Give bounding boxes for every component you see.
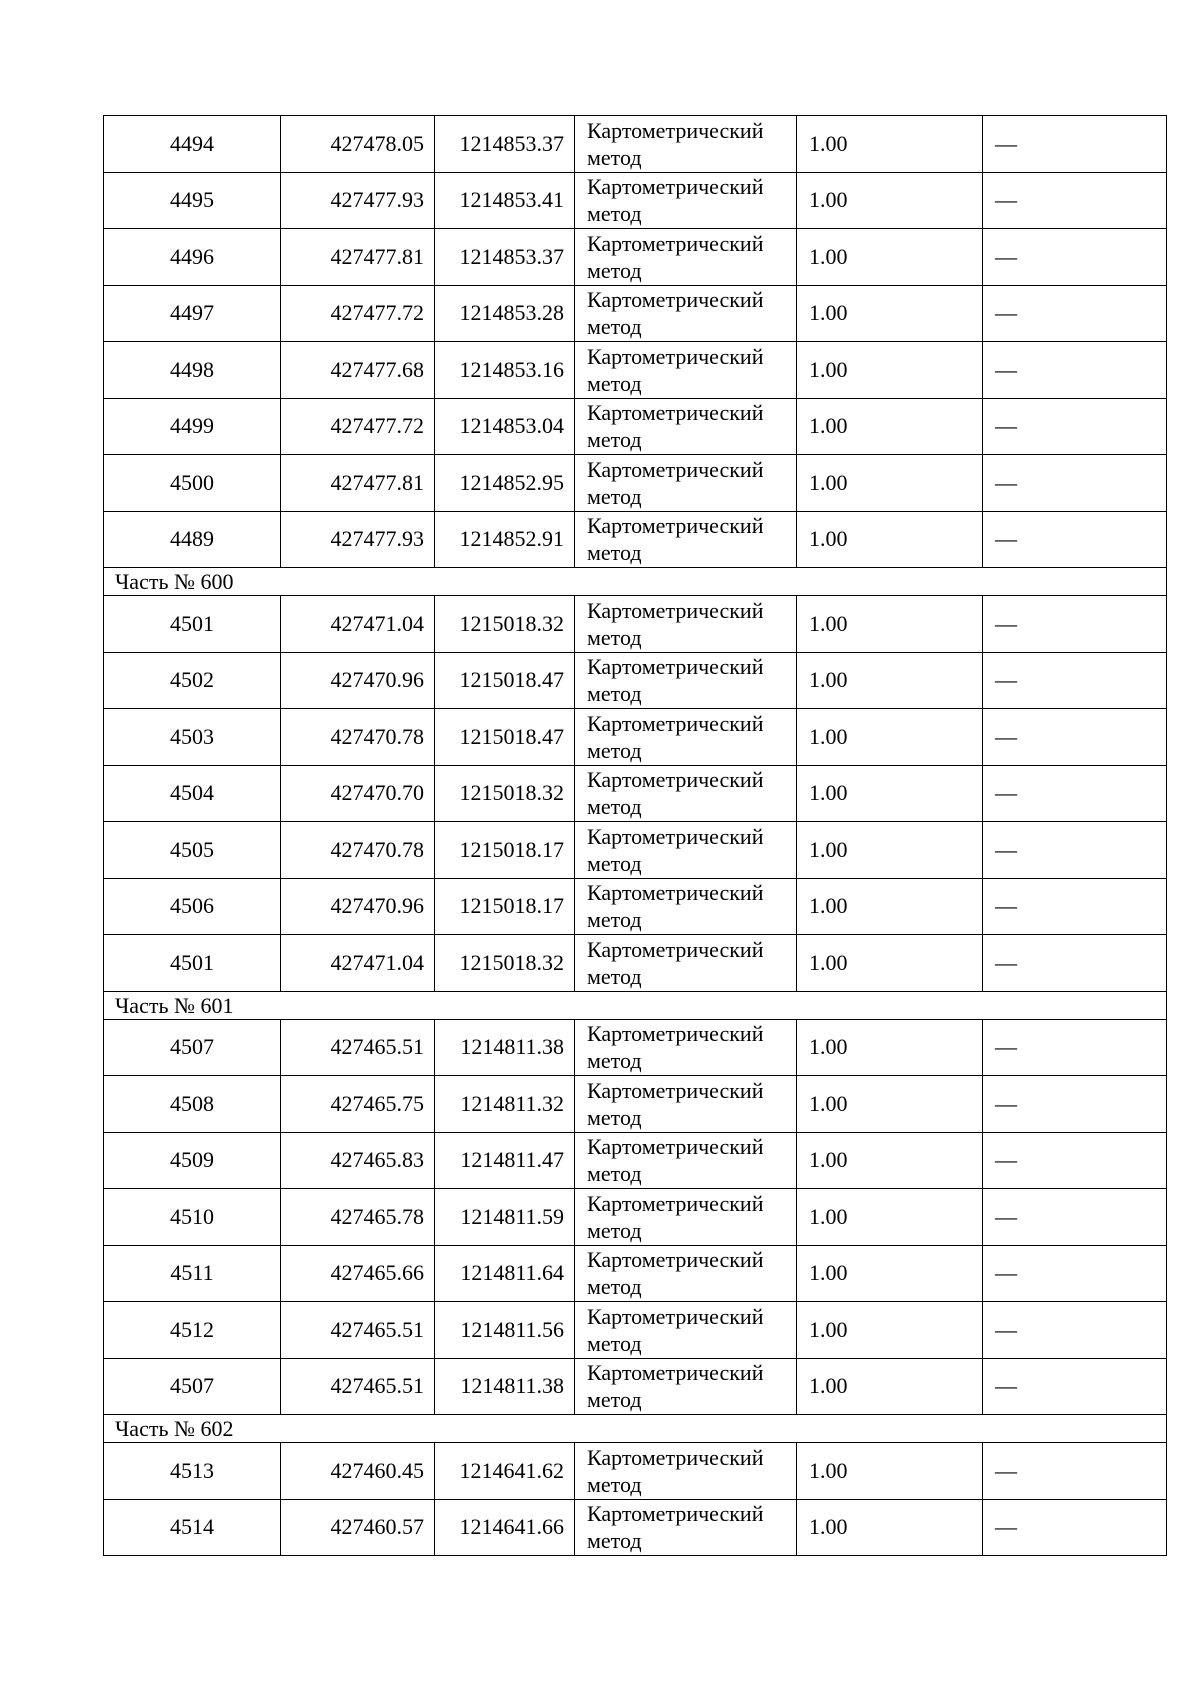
- method-cell: [575, 285, 797, 342]
- accuracy-cell: 1.00: [797, 652, 983, 709]
- accuracy-cell: 1.00: [797, 765, 983, 822]
- x-coordinate-cell: 427465.75: [281, 1076, 435, 1133]
- method-line-2: метод: [587, 427, 642, 453]
- x-coordinate-cell: 427470.78: [281, 709, 435, 766]
- description-cell: —: [983, 878, 1167, 935]
- x-coordinate-cell: 427477.81: [281, 455, 435, 512]
- table-row: [104, 285, 1167, 342]
- part-label: Часть № 601: [104, 991, 1167, 1019]
- x-coordinate-cell: 427477.81: [281, 229, 435, 286]
- method-cell: [575, 1443, 797, 1500]
- y-coordinate-cell: 1214853.04: [435, 398, 575, 455]
- point-number-cell: 4495: [104, 172, 281, 229]
- method-line-1: Картометрический: [587, 1247, 764, 1273]
- y-coordinate-cell: 1214853.28: [435, 285, 575, 342]
- method-cell: [575, 1245, 797, 1302]
- y-coordinate-cell: 1214811.38: [435, 1358, 575, 1415]
- method-line-2: метод: [587, 907, 642, 933]
- part-header-row: [104, 568, 1167, 596]
- part-header-row: [104, 1415, 1167, 1443]
- x-coordinate-cell: 427465.51: [281, 1358, 435, 1415]
- method-line-1: Картометрический: [587, 880, 764, 906]
- table-row: [104, 1132, 1167, 1189]
- x-coordinate-cell: 427470.78: [281, 822, 435, 879]
- description-cell: —: [983, 1302, 1167, 1359]
- table-row: [104, 1302, 1167, 1359]
- method-line-2: метод: [587, 681, 642, 707]
- method-cell: [575, 709, 797, 766]
- y-coordinate-cell: 1215018.32: [435, 596, 575, 653]
- part-header-row: [104, 991, 1167, 1019]
- method-line-1: Картометрический: [587, 1303, 764, 1329]
- description-cell: —: [983, 596, 1167, 653]
- description-cell: —: [983, 1132, 1167, 1189]
- table-row: [104, 652, 1167, 709]
- method-line-2: метод: [587, 1274, 642, 1300]
- table-row: [104, 455, 1167, 512]
- point-number-cell: 4501: [104, 596, 281, 653]
- description-cell: —: [983, 765, 1167, 822]
- method-line-2: метод: [587, 483, 642, 509]
- accuracy-cell: 1.00: [797, 1302, 983, 1359]
- y-coordinate-cell: 1214853.41: [435, 172, 575, 229]
- description-cell: —: [983, 1019, 1167, 1076]
- description-cell: —: [983, 455, 1167, 512]
- accuracy-cell: 1.00: [797, 709, 983, 766]
- method-line-1: Картометрический: [587, 1021, 764, 1047]
- method-line-2: метод: [587, 1471, 642, 1497]
- accuracy-cell: 1.00: [797, 1019, 983, 1076]
- y-coordinate-cell: 1214811.59: [435, 1189, 575, 1246]
- x-coordinate-cell: 427465.83: [281, 1132, 435, 1189]
- table-row: [104, 1076, 1167, 1133]
- y-coordinate-cell: 1214811.32: [435, 1076, 575, 1133]
- description-cell: —: [983, 1076, 1167, 1133]
- description-cell: —: [983, 398, 1167, 455]
- table-row: [104, 935, 1167, 992]
- method-line-1: Картометрический: [587, 343, 764, 369]
- point-number-cell: 4501: [104, 935, 281, 992]
- description-cell: —: [983, 172, 1167, 229]
- method-line-1: Картометрический: [587, 174, 764, 200]
- table-row: [104, 1019, 1167, 1076]
- method-line-1: Картометрический: [587, 936, 764, 962]
- x-coordinate-cell: 427478.05: [281, 116, 435, 173]
- method-cell: [575, 1189, 797, 1246]
- point-number-cell: 4508: [104, 1076, 281, 1133]
- method-line-2: метод: [587, 1161, 642, 1187]
- method-line-1: Картометрический: [587, 1360, 764, 1386]
- method-cell: [575, 1019, 797, 1076]
- y-coordinate-cell: 1215018.32: [435, 765, 575, 822]
- y-coordinate-cell: 1214811.38: [435, 1019, 575, 1076]
- y-coordinate-cell: 1214811.56: [435, 1302, 575, 1359]
- method-cell: [575, 1302, 797, 1359]
- y-coordinate-cell: 1215018.17: [435, 878, 575, 935]
- method-cell: [575, 342, 797, 399]
- x-coordinate-cell: 427465.51: [281, 1019, 435, 1076]
- method-line-2: метод: [587, 1104, 642, 1130]
- x-coordinate-cell: 427460.57: [281, 1499, 435, 1556]
- description-cell: —: [983, 935, 1167, 992]
- description-cell: —: [983, 229, 1167, 286]
- method-cell: [575, 652, 797, 709]
- y-coordinate-cell: 1215018.47: [435, 709, 575, 766]
- description-cell: —: [983, 1189, 1167, 1246]
- table-row: [104, 172, 1167, 229]
- x-coordinate-cell: 427471.04: [281, 596, 435, 653]
- method-cell: [575, 765, 797, 822]
- method-line-2: метод: [587, 737, 642, 763]
- x-coordinate-cell: 427465.51: [281, 1302, 435, 1359]
- method-line-2: метод: [587, 370, 642, 396]
- method-cell: [575, 935, 797, 992]
- method-line-2: метод: [587, 794, 642, 820]
- method-line-2: метод: [587, 1387, 642, 1413]
- y-coordinate-cell: 1214853.37: [435, 116, 575, 173]
- description-cell: —: [983, 709, 1167, 766]
- method-line-1: Картометрический: [587, 710, 764, 736]
- table-row: [104, 765, 1167, 822]
- accuracy-cell: 1.00: [797, 1189, 983, 1246]
- accuracy-cell: 1.00: [797, 398, 983, 455]
- method-cell: [575, 1499, 797, 1556]
- method-line-2: метод: [587, 257, 642, 283]
- method-cell: [575, 398, 797, 455]
- table-row: [104, 596, 1167, 653]
- point-number-cell: 4514: [104, 1499, 281, 1556]
- description-cell: —: [983, 822, 1167, 879]
- y-coordinate-cell: 1214641.66: [435, 1499, 575, 1556]
- method-cell: [575, 596, 797, 653]
- description-cell: —: [983, 1245, 1167, 1302]
- y-coordinate-cell: 1215018.47: [435, 652, 575, 709]
- method-cell: [575, 455, 797, 512]
- method-line-1: Картометрический: [587, 230, 764, 256]
- point-number-cell: 4502: [104, 652, 281, 709]
- point-number-cell: 4511: [104, 1245, 281, 1302]
- method-cell: [575, 511, 797, 568]
- point-number-cell: 4513: [104, 1443, 281, 1500]
- table-row: [104, 1358, 1167, 1415]
- table-row: [104, 511, 1167, 568]
- method-line-1: Картометрический: [587, 1077, 764, 1103]
- part-label: Часть № 600: [104, 568, 1167, 596]
- y-coordinate-cell: 1214811.47: [435, 1132, 575, 1189]
- point-number-cell: 4507: [104, 1019, 281, 1076]
- table-row: [104, 1499, 1167, 1556]
- method-line-1: Картометрический: [587, 513, 764, 539]
- y-coordinate-cell: 1214852.95: [435, 455, 575, 512]
- description-cell: —: [983, 285, 1167, 342]
- accuracy-cell: 1.00: [797, 1245, 983, 1302]
- point-number-cell: 4505: [104, 822, 281, 879]
- point-number-cell: 4494: [104, 116, 281, 173]
- method-line-1: Картометрический: [587, 287, 764, 313]
- description-cell: —: [983, 342, 1167, 399]
- table-row: [104, 1245, 1167, 1302]
- table-body: [104, 116, 1167, 1556]
- y-coordinate-cell: 1214852.91: [435, 511, 575, 568]
- method-line-2: метод: [587, 1217, 642, 1243]
- y-coordinate-cell: 1214811.64: [435, 1245, 575, 1302]
- accuracy-cell: 1.00: [797, 342, 983, 399]
- method-line-2: метод: [587, 144, 642, 170]
- method-cell: [575, 822, 797, 879]
- point-number-cell: 4503: [104, 709, 281, 766]
- x-coordinate-cell: 427470.96: [281, 652, 435, 709]
- table-row: [104, 116, 1167, 173]
- accuracy-cell: 1.00: [797, 822, 983, 879]
- point-number-cell: 4496: [104, 229, 281, 286]
- method-cell: [575, 229, 797, 286]
- point-number-cell: 4500: [104, 455, 281, 512]
- x-coordinate-cell: 427470.96: [281, 878, 435, 935]
- y-coordinate-cell: 1214853.16: [435, 342, 575, 399]
- method-cell: [575, 878, 797, 935]
- method-line-2: метод: [587, 314, 642, 340]
- method-cell: [575, 1076, 797, 1133]
- accuracy-cell: 1.00: [797, 596, 983, 653]
- accuracy-cell: 1.00: [797, 878, 983, 935]
- table-row: [104, 229, 1167, 286]
- description-cell: —: [983, 1358, 1167, 1415]
- point-number-cell: 4509: [104, 1132, 281, 1189]
- point-number-cell: 4507: [104, 1358, 281, 1415]
- accuracy-cell: 1.00: [797, 172, 983, 229]
- method-line-2: метод: [587, 850, 642, 876]
- description-cell: —: [983, 511, 1167, 568]
- method-line-1: Картометрический: [587, 597, 764, 623]
- method-line-1: Картометрический: [587, 1444, 764, 1470]
- point-number-cell: 4510: [104, 1189, 281, 1246]
- x-coordinate-cell: 427477.72: [281, 285, 435, 342]
- point-number-cell: 4512: [104, 1302, 281, 1359]
- accuracy-cell: 1.00: [797, 229, 983, 286]
- y-coordinate-cell: 1214641.62: [435, 1443, 575, 1500]
- method-line-1: Картометрический: [587, 1134, 764, 1160]
- method-line-2: метод: [587, 963, 642, 989]
- table-row: [104, 1189, 1167, 1246]
- accuracy-cell: 1.00: [797, 285, 983, 342]
- method-line-2: метод: [587, 624, 642, 650]
- description-cell: —: [983, 1443, 1167, 1500]
- accuracy-cell: 1.00: [797, 1132, 983, 1189]
- method-line-1: Картометрический: [587, 117, 764, 143]
- description-cell: —: [983, 1499, 1167, 1556]
- table-row: [104, 878, 1167, 935]
- accuracy-cell: 1.00: [797, 1358, 983, 1415]
- coordinates-table: [103, 115, 1167, 1556]
- table-row: [104, 342, 1167, 399]
- x-coordinate-cell: 427477.72: [281, 398, 435, 455]
- method-line-2: метод: [587, 540, 642, 566]
- method-line-1: Картометрический: [587, 400, 764, 426]
- point-number-cell: 4497: [104, 285, 281, 342]
- x-coordinate-cell: 427477.93: [281, 511, 435, 568]
- x-coordinate-cell: 427465.78: [281, 1189, 435, 1246]
- x-coordinate-cell: 427477.93: [281, 172, 435, 229]
- table-row: [104, 822, 1167, 879]
- x-coordinate-cell: 427460.45: [281, 1443, 435, 1500]
- point-number-cell: 4504: [104, 765, 281, 822]
- method-line-2: метод: [587, 1330, 642, 1356]
- method-line-1: Картометрический: [587, 456, 764, 482]
- y-coordinate-cell: 1215018.32: [435, 935, 575, 992]
- x-coordinate-cell: 427477.68: [281, 342, 435, 399]
- method-cell: [575, 1358, 797, 1415]
- accuracy-cell: 1.00: [797, 1076, 983, 1133]
- part-label: Часть № 602: [104, 1415, 1167, 1443]
- method-line-1: Картометрический: [587, 654, 764, 680]
- table-row: [104, 398, 1167, 455]
- method-line-2: метод: [587, 201, 642, 227]
- x-coordinate-cell: 427465.66: [281, 1245, 435, 1302]
- description-cell: —: [983, 116, 1167, 173]
- y-coordinate-cell: 1215018.17: [435, 822, 575, 879]
- point-number-cell: 4489: [104, 511, 281, 568]
- method-cell: [575, 1132, 797, 1189]
- method-cell: [575, 116, 797, 173]
- description-cell: —: [983, 652, 1167, 709]
- method-line-2: метод: [587, 1528, 642, 1554]
- accuracy-cell: 1.00: [797, 1443, 983, 1500]
- accuracy-cell: 1.00: [797, 1499, 983, 1556]
- method-line-1: Картометрический: [587, 823, 764, 849]
- point-number-cell: 4499: [104, 398, 281, 455]
- accuracy-cell: 1.00: [797, 511, 983, 568]
- method-cell: [575, 172, 797, 229]
- method-line-2: метод: [587, 1048, 642, 1074]
- point-number-cell: 4498: [104, 342, 281, 399]
- table-row: [104, 1443, 1167, 1500]
- accuracy-cell: 1.00: [797, 116, 983, 173]
- method-line-1: Картометрический: [587, 1190, 764, 1216]
- point-number-cell: 4506: [104, 878, 281, 935]
- table-row: [104, 709, 1167, 766]
- x-coordinate-cell: 427471.04: [281, 935, 435, 992]
- accuracy-cell: 1.00: [797, 455, 983, 512]
- method-line-1: Картометрический: [587, 767, 764, 793]
- method-line-1: Картометрический: [587, 1501, 764, 1527]
- y-coordinate-cell: 1214853.37: [435, 229, 575, 286]
- x-coordinate-cell: 427470.70: [281, 765, 435, 822]
- accuracy-cell: 1.00: [797, 935, 983, 992]
